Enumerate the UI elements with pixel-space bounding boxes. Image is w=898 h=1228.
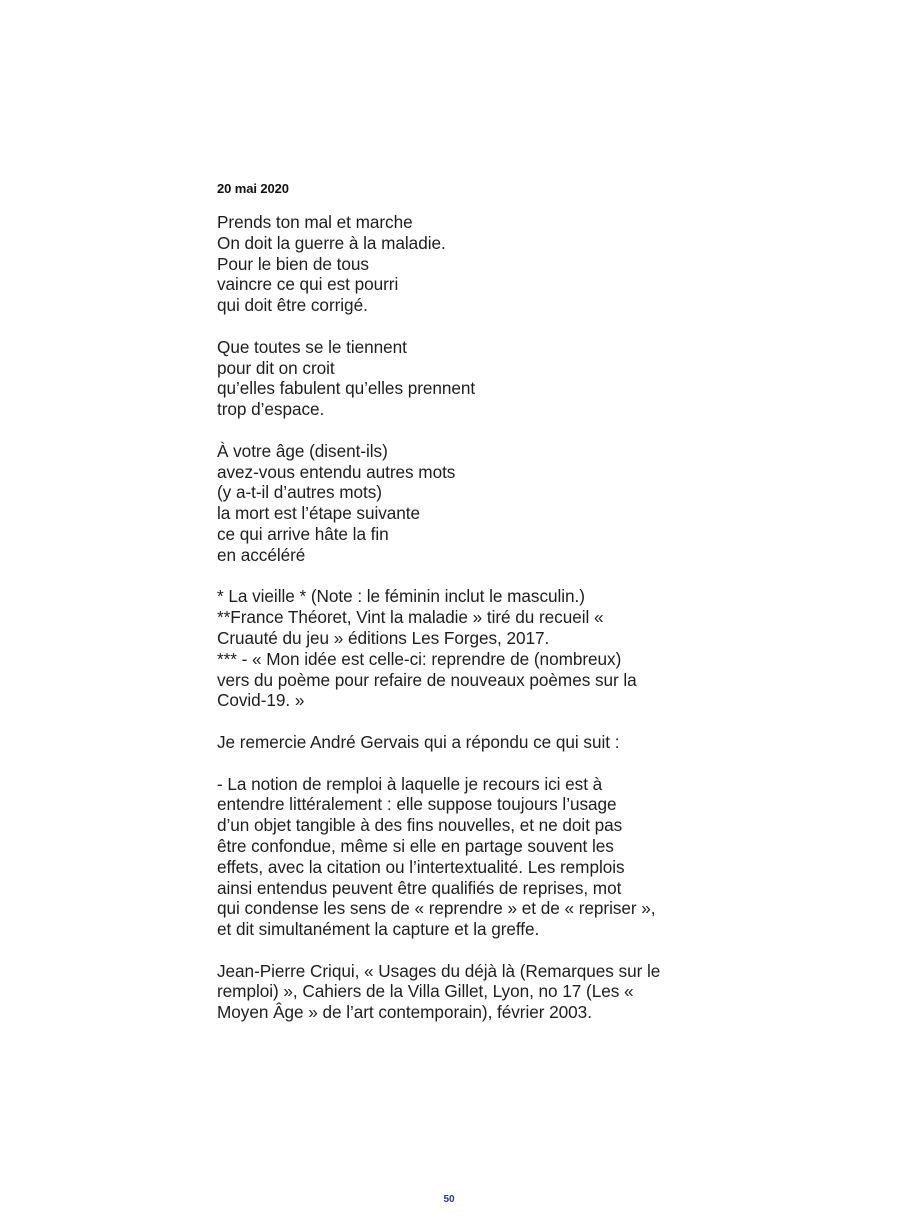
text-line: *** - « Mon idée est celle-ci: reprendre de (nombreux) <box>217 648 622 669</box>
text-line: À votre âge (disent-ils) <box>217 440 388 461</box>
text-line: Cruauté du jeu » éditions Les Forges, 2017. <box>217 627 550 648</box>
citation-paragraph <box>217 961 697 1023</box>
text-line: Jean-Pierre Criqui, « Usages du déjà là (Remarques sur le <box>217 960 661 981</box>
text-line: pour dit on croit <box>217 357 335 378</box>
page-number: 50 <box>443 1194 455 1205</box>
entry-date: 20 mai 2020 <box>217 181 289 196</box>
text-line: d’un objet tangible à des fins nouvelles, et ne doit pas <box>217 815 623 836</box>
text-line: **France Théoret, Vint la maladie » tiré du recueil « <box>217 607 604 628</box>
text-line: avez-vous entendu autres mots <box>217 461 456 482</box>
text-line: ce qui arrive hâte la fin <box>217 523 389 544</box>
text-line: On doit la guerre à la maladie. <box>217 232 446 253</box>
text-line: être confondue, même si elle en partage souvent les <box>217 835 614 856</box>
notes-block <box>217 586 697 711</box>
text-line: Pour le bien de tous <box>217 253 369 274</box>
text-line: entendre littéralement : elle suppose toujours l’usage <box>217 794 617 815</box>
text-line: Covid-19. » <box>217 690 305 711</box>
text-line: remploi) », Cahiers de la Villa Gillet, Lyon, no 17 (Les « <box>217 981 634 1002</box>
text-line: - La notion de remploi à laquelle je recours ici est à <box>217 773 603 794</box>
text-line: qu’elles fabulent qu’elles prennent <box>217 378 476 399</box>
text-line: effets, avec la citation ou l’intertextualité. Les remplois <box>217 856 625 877</box>
text-line: trop d’espace. <box>217 399 325 420</box>
paragraph-gap <box>217 566 697 587</box>
text-line: Moyen Âge » de l’art contemporain), février 2003. <box>217 1002 592 1023</box>
quote-paragraph <box>217 774 697 940</box>
text-line: ainsi entendus peuvent être qualifiés de reprises, mot <box>217 877 622 898</box>
text-line: Que toutes se le tiennent <box>217 336 407 357</box>
stanza-2 <box>217 337 697 420</box>
text-line: la mort est l’étape suivante <box>217 503 421 524</box>
paragraph-gap <box>217 316 697 337</box>
paragraph-gap <box>217 420 697 441</box>
text-body <box>217 212 697 1023</box>
stanza-3 <box>217 441 697 566</box>
paragraph-gap <box>217 940 697 961</box>
text-line: * La vieille * (Note : le féminin inclut le masculin.) <box>217 586 585 607</box>
text-line: Je remercie André Gervais qui a répondu ce qui suit : <box>217 731 620 752</box>
text-line: et dit simultanément la capture et la greffe. <box>217 919 540 940</box>
text-line: vaincre ce qui est pourri <box>217 274 399 295</box>
stanza-1 <box>217 212 697 316</box>
text-line: vers du poème pour refaire de nouveaux poèmes sur la <box>217 669 637 690</box>
text-line: (y a-t-il d’autres mots) <box>217 482 382 503</box>
text-line: Prends ton mal et marche <box>217 212 413 232</box>
text-line: qui condense les sens de « reprendre » et de « repriser », <box>217 898 656 919</box>
text-line: en accéléré <box>217 544 306 565</box>
paragraph-gap <box>217 711 697 732</box>
paragraph-gap <box>217 753 697 774</box>
thanks-paragraph <box>217 732 697 753</box>
text-line: qui doit être corrigé. <box>217 295 368 316</box>
